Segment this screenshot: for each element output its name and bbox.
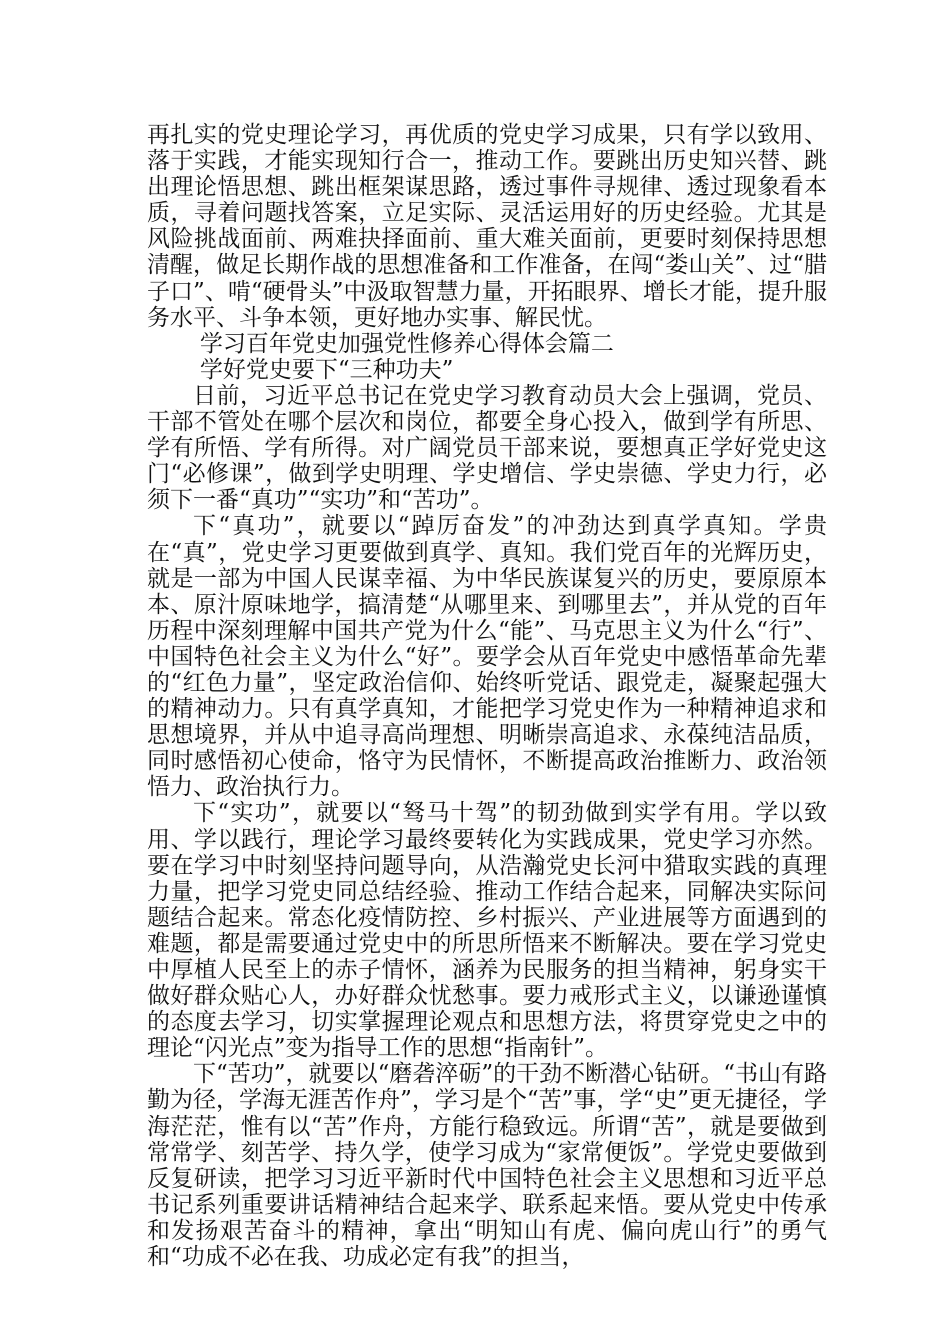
article-title: 学好党史要下“三种功夫” [199,356,454,383]
body-paragraph: 下“苦功”，就要以“磨砻淬砺”的干劲不断潜心钻研。“书山有路勤为径，学海无涯苦作舟”，学习是个“苦”事，学“史”更无捷径，学海茫茫，惟有以“苦”作舟，方能行稳致远。所谓“苦”，就是要做到常常学、刻苦学、持久学，使学习成为“家常便饭”。学党史要做到反复研读，把学习习近平新时代中国特色社会主义思想和习近平总书记系列重要讲话精神结合起来学、联系起来悟。要从党史中传承和发扬艰苦奋斗的精神，拿出“明知山有虎、偏向虎山行”的勇气和“功成不必在我、功成必定有我”的担当， [147,1061,827,1271]
body-paragraph: 日前，习近平总书记在党史学习教育动员大会上强调，党员、干部不管处在哪个层次和岗位，都要全身心投入，做到学有所思、学有所悟、学有所得。对广阔党员干部来说，要想真正学好党史这门“必修课”，做到学史明理、学史增信、学史崇德、学史力行，必须下一番“真功”“实功”和“苦功”。 [147,382,827,514]
section-title: 学习百年党史加强党性修养心得体会篇二 [199,330,614,357]
opening-paragraph: 再扎实的党史理论学习，再优质的党史学习成果，只有学以致用、落于实践，才能实现知行合一，推动工作。要跳出历史知兴替、跳出理论悟思想、跳出框架谋思路，透过事件寻规律、透过现象看本质，寻着问题找答案，立足实际、灵活运用好的历史经验。尤其是风险挑战面前、两难抉择面前、重大难关面前，更要时刻保持思想清醒，做足长期作战的思想准备和工作准备，在闯“娄山关”、过“腊子口”、啃“硬骨头”中汲取智慧力量，开拓眼界、增长才能，提升服务水平、斗争本领，更好地办实事、解民忧。 [147,122,827,331]
body-paragraph: 下“实功”，就要以“驽马十驾”的韧劲做到实学有用。学以致用、学以践行，理论学习最终要转化为实践成果，党史学习亦然。要在学习中时刻坚持问题导向，从浩瀚党史长河中猎取实践的真理力量，把学习党史同总结经验、推动工作结合起来，同解决实际问题结合起来。常态化疫情防控、乡村振兴、产业进展等方面遇到的难题，都是需要通过党史中的所思所悟来不断解决。要在学习党史中厚植人民至上的赤子情怀，涵养为民服务的担当精神，躬身实干做好群众贴心人，办好群众忧愁事。要力戒形式主义，以谦逊谨慎的态度去学习，切实掌握理论观点和思想方法，将贯穿党史之中的理论“闪光点”变为指导工作的思想“指南针”。 [147,800,827,1062]
body-paragraph: 下“真功”，就要以“踔厉奋发”的冲劲达到真学真知。学贵在“真”，党史学习更要做到真学、真知。我们党百年的光辉历史，就是一部为中国人民谋幸福、为中华民族谋复兴的历史，要原原本本、原汁原味地学，搞清楚“从哪里来、到哪里去”，并从党的百年历程中深刻理解中国共产党为什么“能”、马克思主义为什么“行”、中国特色社会主义为什么“好”。要学会从百年党史中感悟革命先辈的“红色力量”，坚定政治信仰、始终听党话、跟党走，凝聚起强大的精神动力。只有真学真知，才能把学习党史作为一种精神追求和思想境界，并从中追寻高尚理想、明晰崇高追求、永葆纯洁品质，同时感悟初心使命，恪守为民情怀，不断提高政治推断力、政治领悟力、政治执行力。 [147,513,827,801]
document-body [147,122,827,1270]
